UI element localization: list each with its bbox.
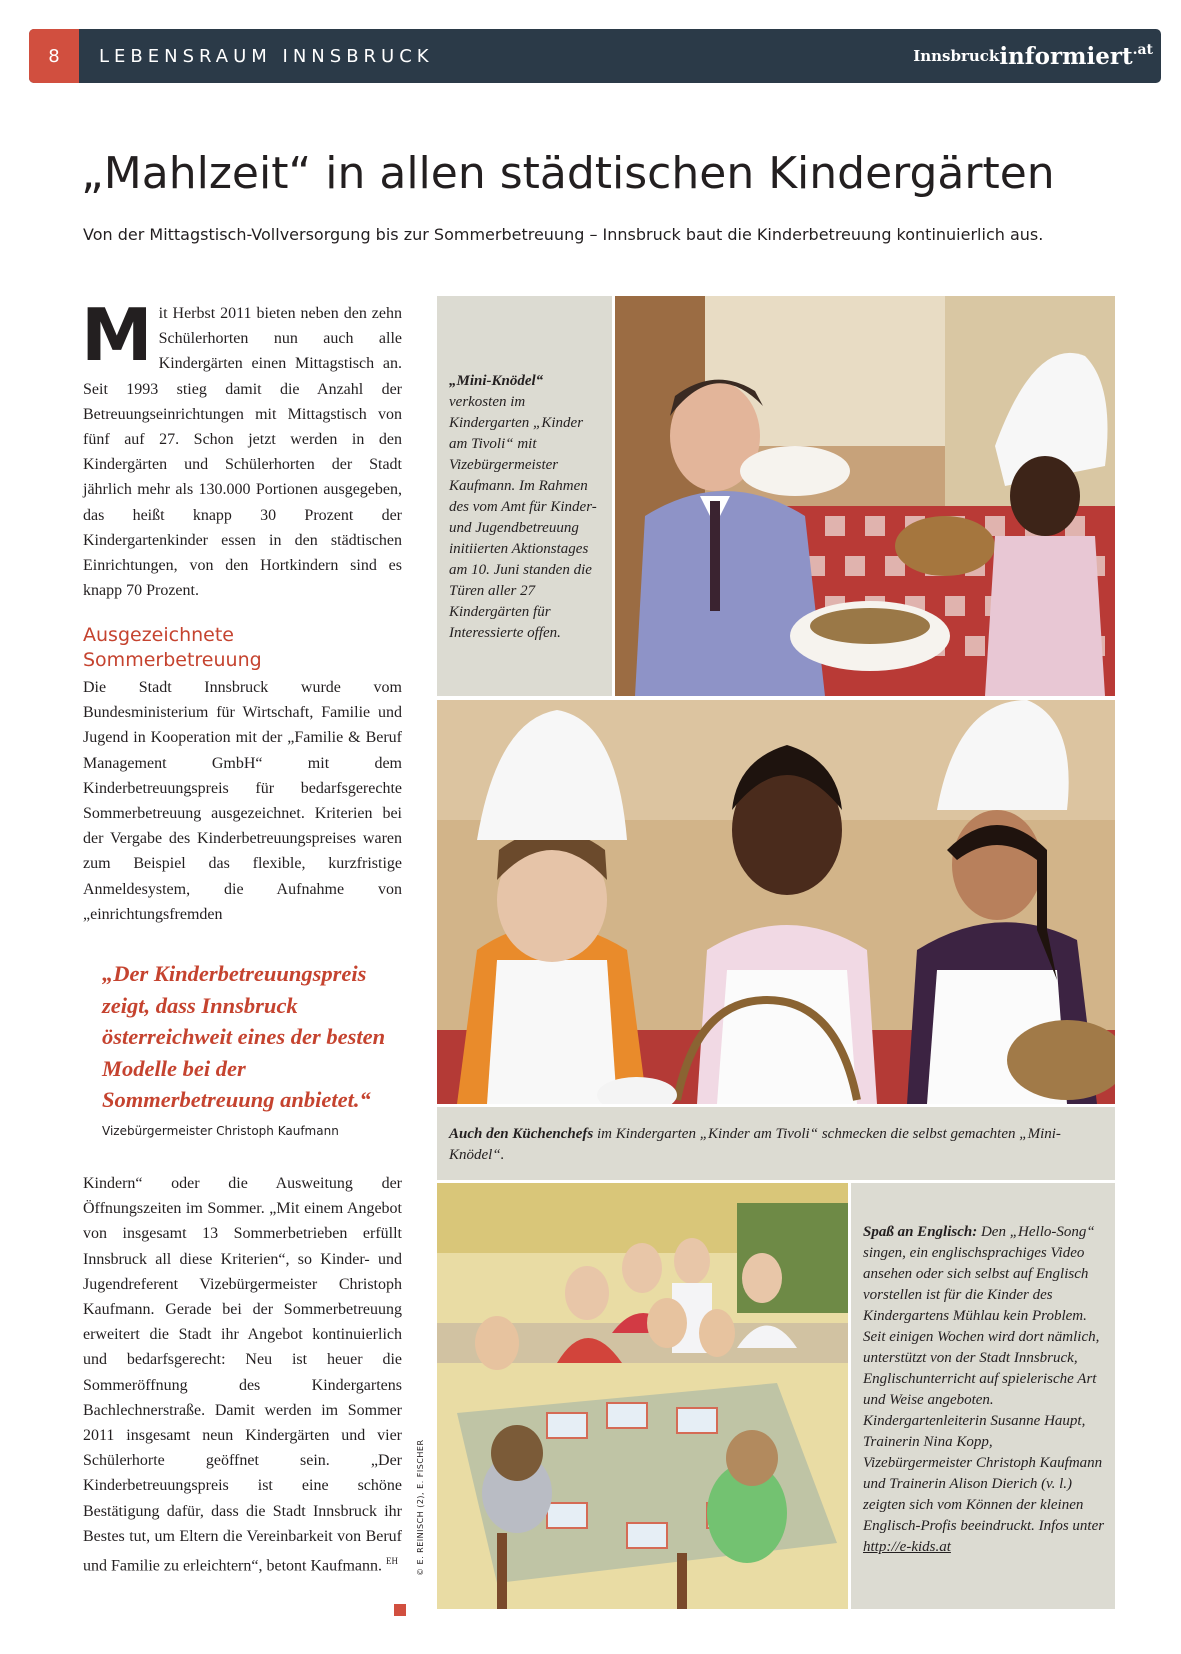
quote-attribution: Vizebürgermeister Christoph Kaufmann bbox=[102, 1124, 339, 1138]
photo-mini-knoedel-tasting bbox=[615, 296, 1115, 696]
brand-prefix: Innsbruck bbox=[913, 47, 1000, 65]
para3-text: Kindern“ oder die Ausweitung der Öffnungszeiten im Sommer. „Mit einem Angebot von insgesamt 13 Sommerbetrieben erfüllt Innsbruck all diese Kriterien“, so Kinder- und Jugendreferent Vizebürgermeister Christoph Kaufmann. Gerade bei der Sommerbetreuung erweitert die Stadt ihr Angebot kontinuierlich und bedarfsgerecht: Neu ist heuer die Sommeröffnung des Kindergartens Bachlechnerstraße. Damit werden im Sommer 2011 insgesamt neun Kindergärten und vier Schülerhorte geöffnet sein. „Der Kinderbetreuungspreis ist eine schöne Bestätigung dafür, dass die Stadt Innsbruck ihr Bestes tut, um Eltern die Vereinbarkeit von Beruf und Familie zu erleichtern“, betont Kaufmann. bbox=[83, 1175, 402, 1575]
brand-logo bbox=[913, 29, 1153, 83]
drop-cap: M bbox=[81, 293, 153, 377]
body-paragraph-2: Die Stadt Innsbruck wurde vom Bundesministerium für Wirtschaft, Familie und Jugend in Kooperation mit der „Familie & Beruf Management GmbH“ mit dem Kinderbetreuungspreis für bedarfsgerechte Sommerbetreuung ausgezeichnet. Kriterien bei der Vergabe des Kinderbetreuungspreises waren zum Beispiel das flexible, kurzfristige Anmeldesystem, die Aufnahme von „einrichtungsfremden bbox=[83, 679, 402, 923]
caption-2-bold: Auch den Küchenchefs bbox=[449, 1126, 594, 1142]
article-subtitle: Von der Mittagstisch-Vollversorgung bis zur Sommerbetreuung – Innsbruck baut die Kinderbetreuung kontinuierlich aus. bbox=[83, 225, 1044, 244]
brand-suffix: .at bbox=[1132, 42, 1153, 58]
page-number: 8 bbox=[29, 29, 79, 83]
section-title: LEBENSRAUM INNSBRUCK bbox=[99, 45, 434, 67]
caption-3 bbox=[863, 1222, 1105, 1558]
e-kids-link[interactable]: http://e-kids.at bbox=[863, 1539, 951, 1555]
end-mark bbox=[394, 1604, 406, 1616]
body-paragraph-1 bbox=[81, 293, 402, 603]
caption-1-bold: „Mini-Knödel“ bbox=[449, 373, 544, 389]
caption-2 bbox=[449, 1124, 1079, 1166]
photo-kids-chef-hats bbox=[437, 700, 1115, 1104]
author-initials: EH bbox=[386, 1556, 399, 1567]
para1-text: it Herbst 2011 bieten neben den zehn Schülerhorten nun auch alle Kindergärten einen Mittagstisch an. Seit 1993 stieg damit die Anzahl der Betreuungseinrichtungen mit Mittagstisch von fünf auf 27. Schon jetzt werden in den Kindergärten und Schülerhorten der Stadt jährlich mehr als 130.000 Portionen ausgegeben, das heißt knapp 30 Prozent der Kindergartenkinder essen in den städtischen Einrichtungen, von den Hortkindern sind es knapp 70 Prozent. bbox=[83, 305, 402, 600]
caption-1 bbox=[449, 371, 601, 644]
caption-3-bold: Spaß an Englisch: bbox=[863, 1224, 978, 1240]
caption-1-text: verkosten im Kindergarten „Kinder am Tivoli“ mit Vizebürgermeister Kaufmann. Im Rahmen des vom Amt für Kinder- und Jugendbetreuung initiierten Aktionstages am 10. Juni standen die Türen aller 27 Kindergärten für Interessierte offen. bbox=[449, 394, 597, 641]
section-subhead: Ausgezeichnete Sommerbetreuung bbox=[83, 624, 262, 671]
article-title: „Mahlzeit“ in allen städtischen Kindergärten bbox=[81, 148, 1055, 199]
caption-2-text: im Kindergarten „Kinder am Tivoli“ schmecken die selbst gemachten „Mini-Knödel“. bbox=[449, 1126, 1061, 1163]
photo-english-class bbox=[437, 1183, 848, 1609]
caption-3-text: Den „Hello-Song“ singen, ein englischsprachiges Video ansehen oder sich selbst auf Englisch vorstellen ist für die Kinder des Kindergartens Mühlau kein Problem. Seit einigen Wochen wird dort nämlich, unterstützt von der Stadt Innsbruck, Englischunterricht auf spielerische Art und Weise angeboten. Kindergartenleiterin Susanne Haupt, Trainerin Nina Kopp, Vizebürgermeister Christoph Kaufmann und Trainerin Alison Dierich (v. l.) zeigten sich vom Können der kleinen Englisch-Profis beeindruckt. Infos unter bbox=[863, 1224, 1105, 1534]
brand-main: informiert bbox=[999, 42, 1133, 70]
pull-quote: „Der Kinderbetreuungspreis zeigt, dass Innsbruck österreichweit eines der besten Modelle bei der Sommerbetreuung anbietet.“ bbox=[102, 961, 386, 1112]
body-paragraph-3 bbox=[83, 1171, 402, 1579]
photo-credit: © E. REINISCH (2), E. FISCHER bbox=[416, 1439, 425, 1576]
